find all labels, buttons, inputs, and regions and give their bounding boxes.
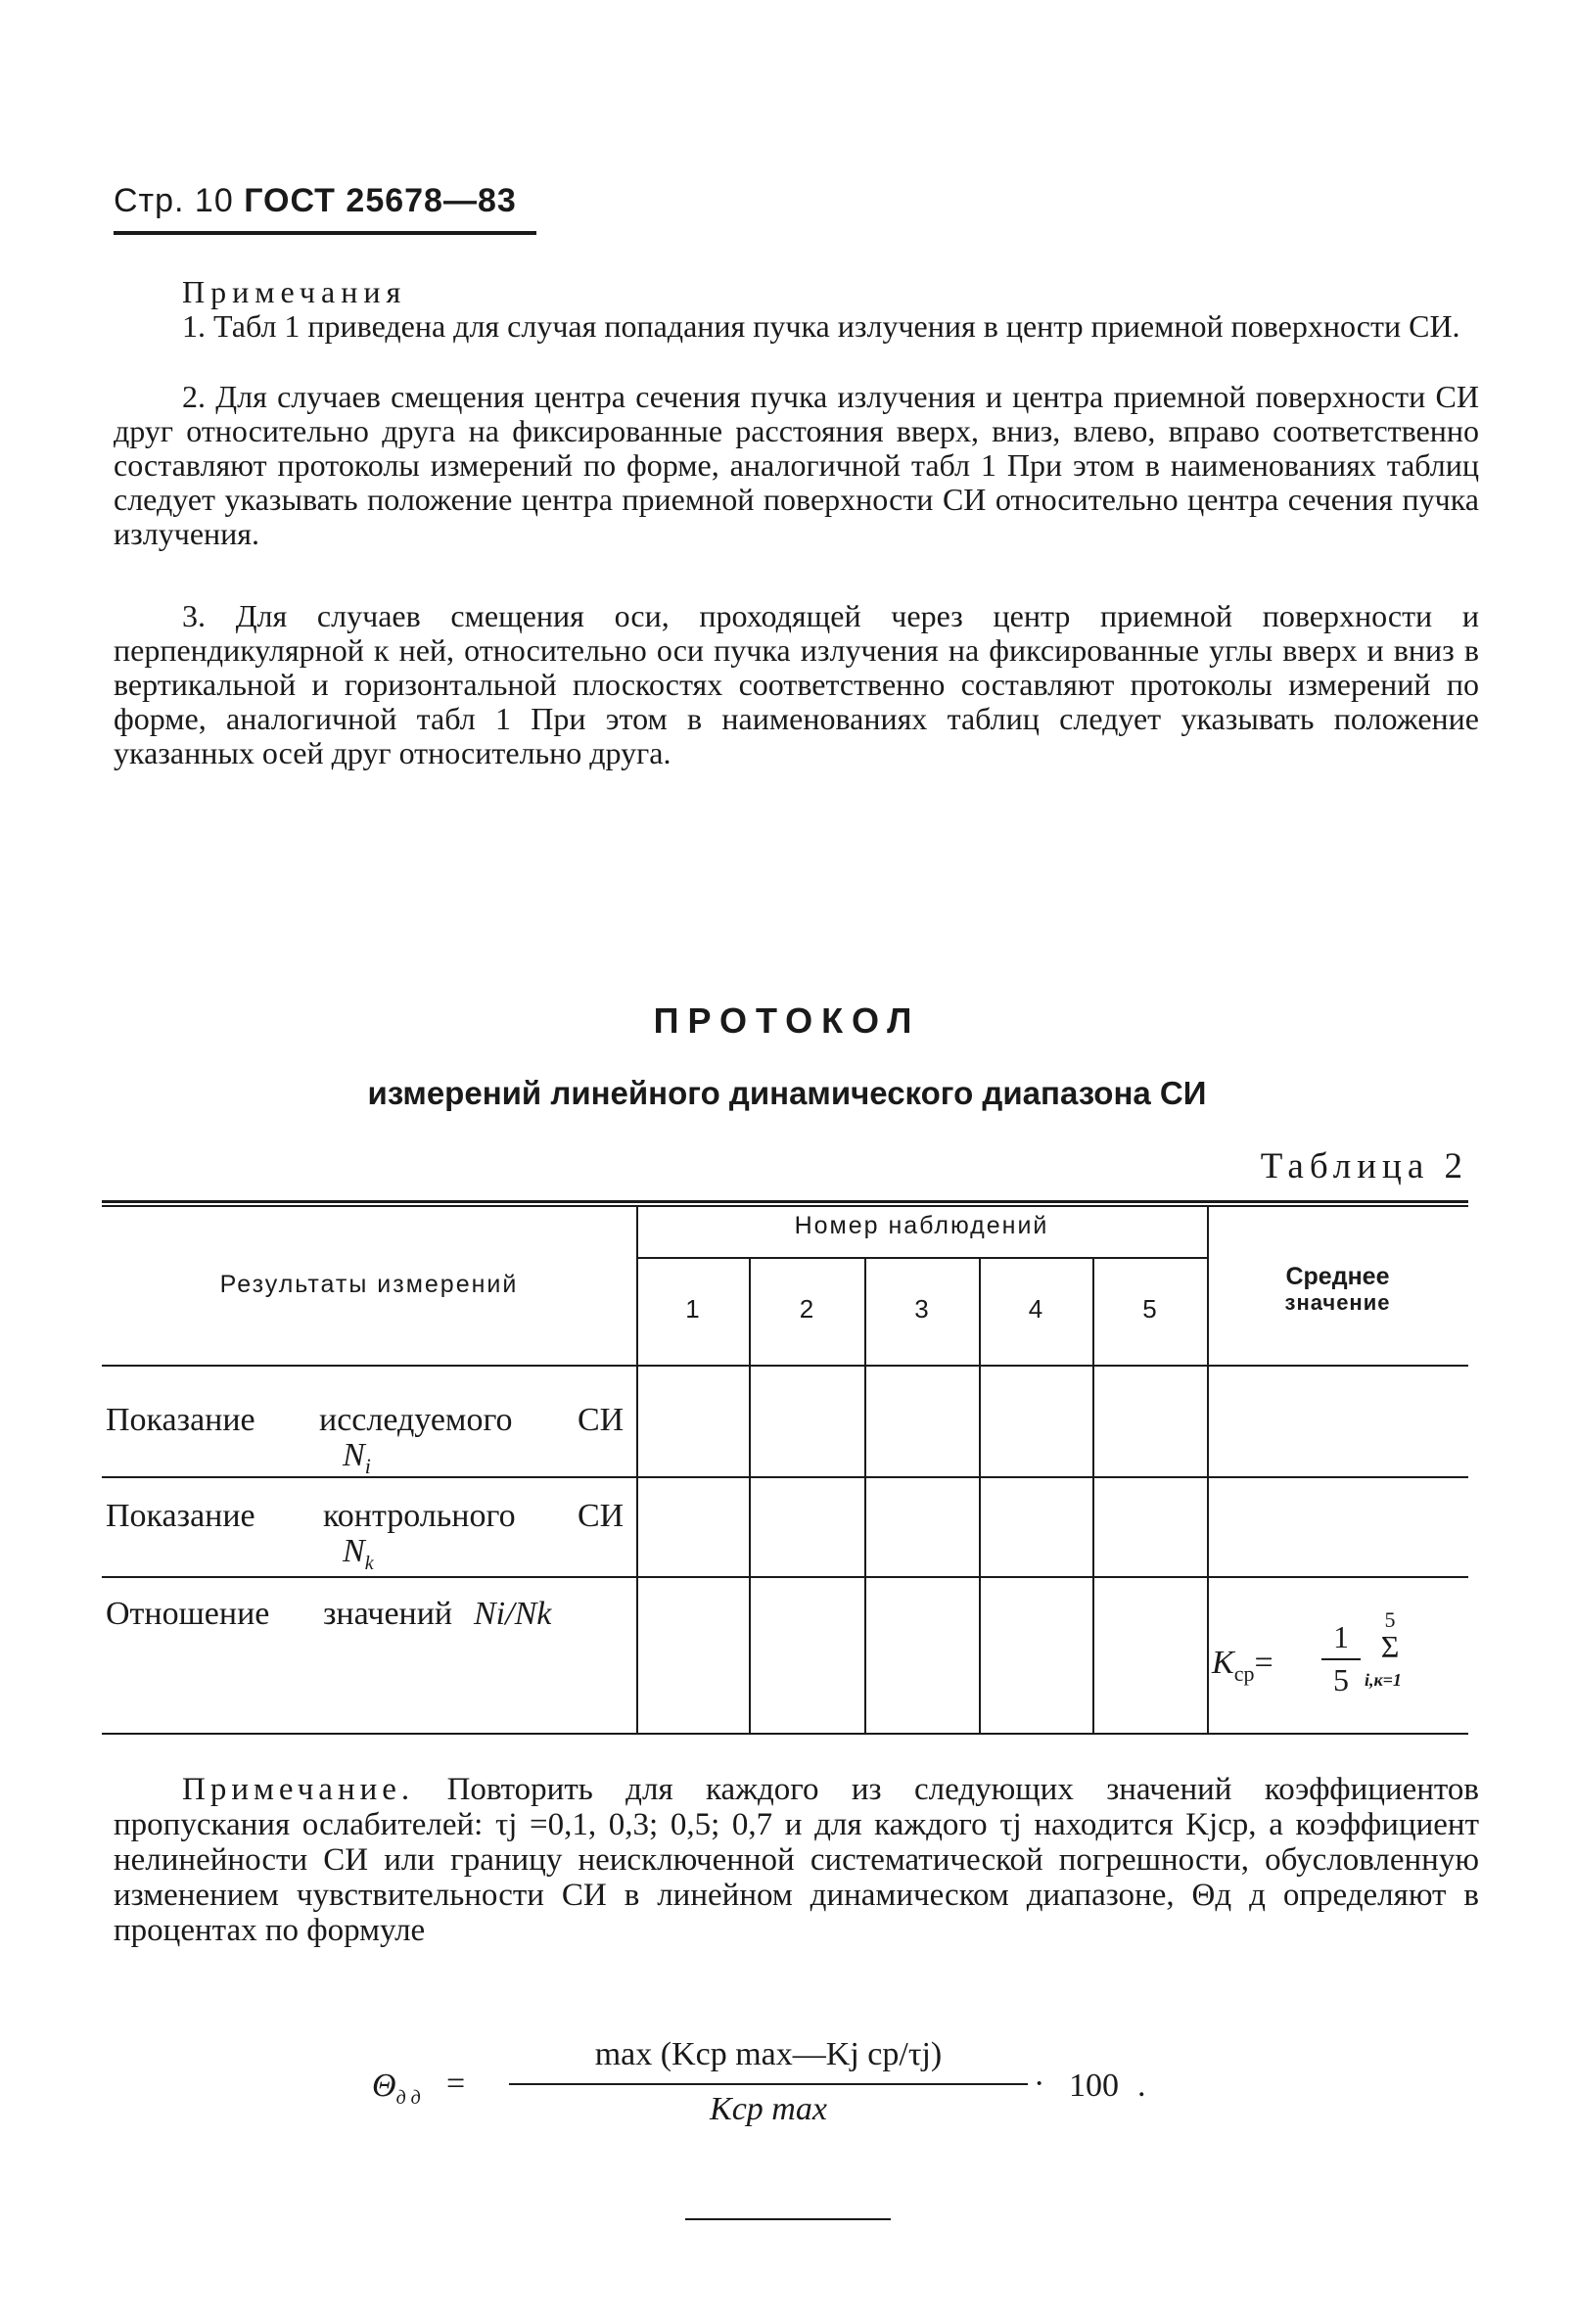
table-divider-col2 (864, 1257, 866, 1734)
protocol-subtitle: измерений линейного динамического диапазона СИ (367, 1075, 1207, 1111)
page-header (114, 182, 517, 220)
formula-denominator: Kср max (710, 2091, 827, 2127)
obs-number-3: 3 (914, 1294, 929, 1324)
row3-word1: Отношение (106, 1596, 270, 1632)
kcp-numerator: 1 (1333, 1619, 1349, 1654)
row1-symbol: $N_i$ (343, 1437, 371, 1478)
standard-label: ГОСТ (244, 182, 336, 219)
note-2-label: Примечание. (182, 1772, 415, 1807)
table-top-rule-2 (102, 1205, 1468, 1207)
table-bottom-rule (102, 1733, 1468, 1735)
formula-times: · (1034, 2066, 1045, 2102)
row1-word1: Показание (106, 1402, 255, 1438)
note-item-1: 1. Табл 1 приведена для случая попадания пучка излучения в центр приемной поверхности СИ. (182, 308, 1460, 344)
formula-end: . (1137, 2068, 1146, 2104)
formula-factor: 100 (1069, 2068, 1119, 2104)
obs-number-5: 5 (1142, 1294, 1157, 1324)
kcp-sum-upper: 5 (1384, 1607, 1396, 1632)
row2-word2: контрольного (323, 1498, 516, 1534)
table-label: Таблица 2 (1260, 1146, 1468, 1186)
obs-number-4: 4 (1028, 1294, 1043, 1324)
row2-symbol: $N_k$ (343, 1533, 374, 1574)
main-formula (372, 2036, 1155, 2144)
row3-ratio: Ni/Nk (474, 1596, 552, 1632)
bottom-rule (685, 2218, 891, 2220)
formula-lhs: $\Theta_{д д}$ (372, 2068, 421, 2109)
table-top-rule (102, 1200, 1468, 1203)
formula-numerator: max (Kср max—Kj ср/τj) (594, 2036, 943, 2072)
kcp-fraction-bar (1321, 1658, 1361, 1660)
note-2 (114, 1772, 1479, 1948)
notes-title: Примечания (182, 274, 407, 309)
page-number: Стр. 10 (114, 182, 234, 219)
note-2-text: Повторить для каждого из следующих значений коэффициентов пропускания ослабителей: τj =0,1, 0,3; 0,5; 0,7 и для каждого τj находится Kjср, а коэффициент нелинейности СИ или границу неисключенной систематической погрешности, обусловленную изменением чувствительности СИ в линейном динамическом диапазоне, Θд д определяют в процентах по формуле (114, 1772, 1480, 1948)
note-item-3: 3. Для случаев смещения оси, проходящей через центр приемной поверхности и перпендикулярной к ней, относительно оси пучка излучения на фиксированные углы вверх и вниз в вертикальной и горизонтальной плоскостях соответственно составляют протоколы измерений по форме, аналогичной табл 1 При этом в наименованиях таблиц следует указывать положение указанных осей друг относительно друга. (114, 598, 1479, 770)
col-results-header: Результаты измерений (219, 1271, 519, 1298)
row1-word3: СИ (578, 1402, 625, 1438)
formula-fraction-bar (509, 2083, 1028, 2085)
table-divider-col3 (979, 1257, 981, 1734)
table-divider-col1 (749, 1257, 751, 1734)
kcp-denominator: 5 (1333, 1662, 1349, 1697)
kcp-symbol: $K_{ср}=$ (1212, 1645, 1273, 1686)
table-header-rule (102, 1365, 1468, 1367)
row2-word1: Показание (106, 1498, 255, 1534)
row3-word2: значений (323, 1596, 453, 1632)
header-rule (114, 231, 536, 235)
row-separator-1 (102, 1476, 1468, 1478)
row1-word2: исследуемого (319, 1402, 513, 1438)
kcp-sum-lower: i,к=1 (1365, 1670, 1402, 1690)
standard-number: 25678—83 (346, 182, 517, 219)
formula-equals: = (446, 2066, 466, 2102)
table-divider-col4 (1092, 1257, 1094, 1734)
obs-number-2: 2 (799, 1294, 814, 1324)
obs-number-1: 1 (685, 1294, 700, 1324)
col-average-header-1: Среднее (1285, 1263, 1390, 1290)
note-item-2: 2. Для случаев смещения центра сечения пучка излучения и центра приемной поверхности СИ друг относительно друга на фиксированные расстояния вверх, вниз, влево, вправо соответственно составляют протоколы измерений по форме, аналогичной табл 1 При этом в наименованиях таблиц следует указывать положение центра приемной поверхности СИ относительно центра сечения пучка излучения. (114, 379, 1479, 551)
obs-header-rule (636, 1257, 1209, 1259)
protocol-title: ПРОТОКОЛ (653, 1000, 921, 1041)
col-observations-header: Номер наблюдений (794, 1212, 1049, 1239)
table-divider-results (636, 1205, 638, 1734)
row2-word3: СИ (578, 1498, 625, 1534)
kcp-sigma: Σ (1380, 1629, 1400, 1664)
row-separator-2 (102, 1576, 1468, 1578)
col-average-header-2: значение (1284, 1290, 1391, 1315)
